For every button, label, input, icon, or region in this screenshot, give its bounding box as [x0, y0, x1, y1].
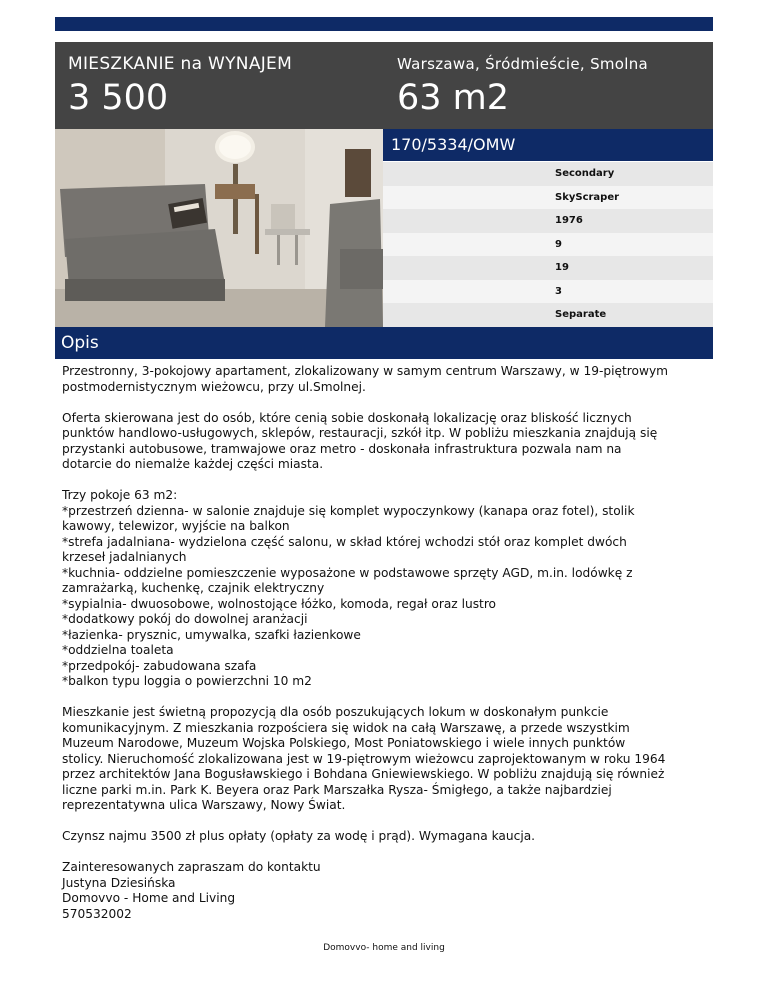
attribute-row [383, 280, 713, 304]
listing-area: 63 m2 [397, 78, 510, 118]
footer-text: Domovvo- home and living [323, 943, 445, 953]
living-room-photo [55, 129, 383, 327]
attribute-value: 19 [547, 256, 713, 280]
listing-type: MIESZKANIE na WYNAJEM [68, 54, 293, 74]
top-accent-bar [55, 17, 713, 31]
description [62, 364, 710, 938]
attribute-value: Separate [547, 303, 713, 327]
attribute-value: Secondary [547, 162, 713, 186]
attribute-row [383, 233, 713, 257]
listing-location: Warszawa, Śródmieście, Smolna [397, 55, 649, 73]
attribute-row [383, 186, 713, 210]
attribute-row [383, 209, 713, 233]
description-paragraph: Zainteresowanych zapraszam do kontaktu Justyna Dziesińska Domovvo - Home and Living 570532002 [62, 860, 321, 921]
attribute-row [383, 256, 713, 280]
description-paragraph: Przestronny, 3-pokojowy apartament, zlokalizowany w samym centrum Warszawy, w 19-piętrowym postmodernistycznym wieżowcu, przy ul.Smolnej. [62, 364, 669, 394]
listing-price: 3 500 [68, 78, 169, 118]
description-paragraph: Trzy pokoje 63 m2: *przestrzeń dzienna- w salonie znajduje się komplet wypoczynkowy (kanapa oraz fotel), stolik kawowy, telewizor, wyjście na balkon *strefa jadalniana- wydzielona część salonu, w skład której wchodzi stół oraz komplet dwóch krzeseł jadalnianych *kuchnia- oddzielne pomieszczenie wyposażone w podstawowe sprzęty AGD, m.in. lodówkę z zamrażarką, kuchenkę, czajnik elektryczny *sypialnia- dwuosobowe, wolnostojące łóżko, komoda, regał oraz lustro *dodatkowy pokój do dowolnej aranżacji *łazienka- prysznic, umywalka, szafki łazienkowe *oddzielna toaleta *przedpokój- zabudowana szafa *balkon typu loggia o powierzchni 10 m2 [62, 488, 635, 688]
attribute-row [383, 162, 713, 186]
attribute-value: SkyScraper [547, 186, 713, 210]
description-paragraph: Czynsz najmu 3500 zł plus opłaty (opłaty za wodę i prąd). Wymagana kaucja. [62, 829, 536, 843]
attribute-value: 1976 [547, 209, 713, 233]
header-left [68, 54, 292, 118]
attribute-row [383, 303, 713, 327]
living-room-photo-icon [55, 129, 383, 327]
section-title-opis: Opis [55, 327, 713, 359]
attribute-value: 9 [547, 233, 713, 257]
header-right [397, 54, 648, 118]
listing-header [55, 42, 713, 129]
reference-number: 170/5334/OMW [383, 129, 713, 161]
attributes-table [383, 162, 713, 327]
description-paragraph: Oferta skierowana jest do osób, które cenią sobie doskonałą lokalizację oraz bliskość licznych punktów handlowo-usługowych, sklepów, restauracji, szkół itp. W pobliżu mieszkania znajdują się przystanki autobusowe, tramwajowe oraz metro - doskonała infrastruktura pozwala nam na dotarcie do niemalże każdej części miasta. [62, 410, 658, 471]
attribute-value: 3 [547, 280, 713, 304]
description-paragraph: Mieszkanie jest świetną propozycją dla osób poszukujących lokum w doskonałym punkcie komunikacyjnym. Z mieszkania rozpościera się widok na całą Warszawę, a przede wszystkim Muzeum Narodowe, Muzeum Wojska Polskiego, Most Poniatowskiego i wiele innych punktów stolicy. Nieruchomość zlokalizowana jest w 19-piętrowym wieżowcu zaprojektowanym w roku 1964 przez architektów Jana Bogusławskiego i Bohdana Gniewiewskiego. W pobliżu znajdują się również liczne parki m.in. Park K. Beyera oraz Park Marszałka Rysza- Śmigłego, a także najbardziej reprezentatywna ulica Warszawy, Nowy Świat. [62, 705, 666, 812]
